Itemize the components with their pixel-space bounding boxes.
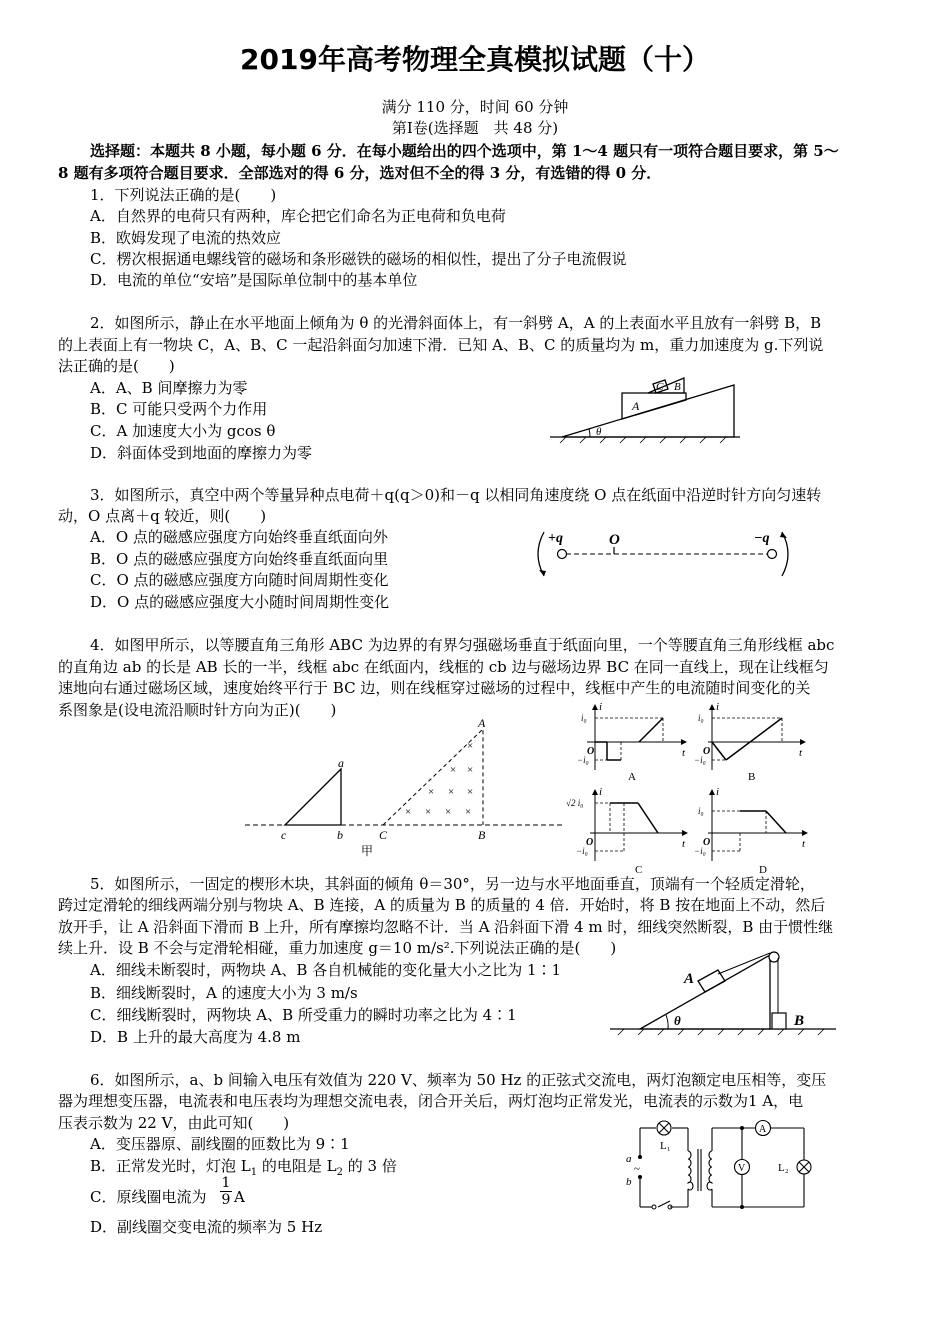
q6-terminal-b: b	[626, 1176, 632, 1188]
q4-field-mark: ×	[425, 806, 432, 818]
graph-a-t-axis: t	[682, 747, 686, 759]
q6-fraction-denominator: 9	[221, 1192, 231, 1208]
q4-stem-4: 系图象是(设电流沿顺时针方向为正)( )	[58, 701, 337, 719]
exam-info: 满分 110 分，时间 60 分钟	[381, 98, 569, 116]
q6-option-c-fraction	[220, 1175, 232, 1208]
graph-b-i-axis: i	[716, 701, 720, 713]
q6-option-b-part3: 的 3 倍	[343, 1157, 397, 1175]
q2-option-a: A．A、B 间摩擦力为零	[90, 379, 248, 397]
q3-option-a: A．O 点的磁感应强度方向始终垂直纸面向外	[90, 528, 388, 546]
q5-option-b: B．细线断裂时，A 的速度大小为 3 m/s	[90, 984, 358, 1002]
q6-terminal-a: a	[626, 1153, 632, 1165]
q2-label-c: C	[656, 381, 664, 393]
q2-label-b: B	[674, 381, 681, 393]
q2-option-b: B．C 可能只受两个力作用	[90, 400, 268, 418]
q4-label-a: a	[338, 756, 344, 770]
q3-stem-2: 动，O 点离＋q 较近，则( )	[58, 507, 267, 525]
q6-voltmeter-label: V	[738, 1163, 746, 1174]
q5-option-a: A．细线未断裂时，两物块 A、B 各自机械能的变化量大小之比为 1∶1	[90, 961, 562, 979]
q5-stem-1: 5．如图所示，一固定的楔形木块，其斜面的倾角 θ＝30°，另一边与水平地面垂直，顶端有一个轻质定滑轮，	[90, 875, 815, 893]
q5-wedge-figure	[610, 945, 840, 1035]
q4-field-mark: ×	[467, 740, 474, 752]
q6-lamp-l2: L₂	[778, 1162, 789, 1174]
q4-graph-a	[565, 700, 695, 785]
q2-label-theta: θ	[596, 426, 602, 438]
q6-option-c-part1: C．原线圈电流为	[90, 1188, 207, 1206]
q3-option-b: B．O 点的磁感应强度方向始终垂直纸面向里	[90, 550, 389, 568]
q6-stem-3: 压表示数为 22 V，由此可知( )	[58, 1114, 290, 1132]
graph-c-t-axis: t	[682, 838, 686, 850]
q6-option-a: A．变压器原、副线圈的匝数比为 9∶1	[90, 1135, 350, 1153]
q3-charges-figure	[530, 520, 800, 585]
graph-c-sqrt2-i0: √2 i₀	[566, 798, 584, 808]
q5-option-d: D．B 上升的最大高度为 4.8 m	[90, 1028, 301, 1046]
q5-label-b: B	[794, 1013, 805, 1029]
q1-stem: 1．下列说法正确的是( )	[90, 186, 277, 204]
q4-field-mark: ×	[405, 806, 412, 818]
graph-b-label: B	[748, 771, 756, 783]
q4-label-A: A	[478, 716, 486, 730]
q4-field-mark: ×	[428, 786, 435, 798]
q3-label-minus-q: −q	[754, 531, 770, 546]
graph-d-t-axis: t	[802, 838, 806, 850]
q3-label-plus-q: +q	[548, 531, 563, 546]
q6-option-b-part2: 的电阻是 L	[257, 1157, 337, 1175]
graph-d-i0: i₀	[698, 806, 704, 816]
q4-graph-d	[686, 785, 821, 877]
q2-stem-2: 的上表面上有一物块 C，A、B、C 一起沿斜面匀加速下滑．已知 A、B、C 的质量均为 m，重力加速度为 g.下列说	[58, 336, 824, 354]
q3-option-c: C．O 点的磁感应强度方向随时间周期性变化	[90, 571, 389, 589]
graph-b-origin: O	[703, 746, 711, 757]
q5-stem-3: 放开手，让 A 沿斜面下滑而 B 上升，所有摩擦均忽略不计．当 A 沿斜面下滑 4 m 时，细线突然断裂，B 由于惯性继	[58, 918, 834, 936]
q2-option-c: C．A 加速度大小为 gcos θ	[90, 422, 276, 440]
graph-a-i-axis: i	[599, 701, 603, 713]
q1-option-a: A．自然界的电荷只有两种，库仑把它们命名为正电荷和负电荷	[90, 207, 506, 225]
q2-incline-figure	[550, 365, 750, 445]
q6-option-c	[90, 1187, 206, 1207]
graph-a-neg-i0: −i₀	[577, 755, 589, 765]
graph-b-neg-i0: −i₀	[694, 755, 706, 765]
page-title: 2019年高考物理全真模拟试题（十）	[240, 43, 710, 76]
q6-option-d: D．副线圈交变电流的频率为 5 Hz	[90, 1218, 323, 1236]
q6-option-b-part1: B．正常发光时，灯泡 L	[90, 1157, 251, 1175]
q5-label-a: A	[684, 971, 695, 987]
q6-stem-1: 6．如图所示，a、b 间输入电压有效值为 220 V、频率为 50 Hz 的正弦式交流电，两灯泡额定电压相等，变压	[90, 1071, 827, 1089]
q6-lamp-l1: L₁	[660, 1140, 671, 1152]
instructions-line-2: 8 题有多项符合题目要求．全部选对的得 6 分，选对但不全的得 3 分，有选错的得 0 分．	[58, 164, 662, 182]
q4-label-B: B	[478, 828, 486, 842]
graph-b-t-axis: t	[799, 747, 803, 759]
q5-stem-4: 续上升．设 B 不会与定滑轮相碰，重力加速度 g＝10 m/s².下列说法正确的是( )	[58, 939, 617, 957]
graph-a-origin: O	[587, 746, 595, 757]
graph-b-i0: i₀	[698, 713, 704, 723]
q6-option-b-sub1: 1	[250, 1167, 258, 1178]
instructions-line-1: 选择题：本题共 8 小题，每小题 6 分．在每小题给出的四个选项中，第 1～4 题只有一项符合题目要求，第 5～	[90, 142, 839, 160]
q2-stem-1: 2．如图所示，静止在水平地面上倾角为 θ 的光滑斜面体上，有一斜劈 A，A 的上表面水平且放有一斜劈 B，B	[90, 314, 822, 332]
section-heading: 第Ⅰ卷(选择题 共 48 分)	[391, 119, 559, 137]
q6-option-b-sub2: 2	[336, 1167, 344, 1178]
q4-field-mark: ×	[445, 806, 452, 818]
q6-circuit-figure	[618, 1115, 818, 1220]
q5-option-c: C．细线断裂时，两物块 A、B 所受重力的瞬时功率之比为 4∶1	[90, 1006, 517, 1024]
q5-label-theta: θ	[674, 1013, 681, 1028]
graph-a-i0: i₀	[581, 713, 587, 723]
graph-d-i-axis: i	[716, 786, 720, 798]
q4-stem-1: 4．如图甲所示，以等腰直角三角形 ABC 为边界的有界匀强磁场垂直于纸面向里，一个等腰直角三角形线框 abc	[90, 636, 835, 654]
graph-c-i-axis: i	[599, 786, 603, 798]
q6-option-b	[90, 1156, 397, 1183]
graph-c-label: C	[635, 864, 643, 876]
q4-field-figure	[245, 715, 565, 860]
q4-field-mark: ×	[467, 764, 474, 776]
q6-ammeter-label: A	[759, 1124, 767, 1135]
graph-d-origin: O	[703, 837, 711, 848]
q5-stem-2: 跨过定滑轮的细线两端分别与物块 A、B 连接，A 的质量为 B 的质量的 4 倍．开始时，将 B 按在地面上不动，然后	[58, 896, 826, 914]
q2-option-d: D．斜面体受到地面的摩擦力为零	[90, 444, 313, 462]
graph-d-label: D	[759, 864, 767, 876]
q4-field-mark: ×	[467, 786, 474, 798]
q4-stem-3: 速地向右通过磁场区域，速度始终平行于 BC 边，则在线框穿过磁场的过程中，线框中产生的电流随时间变化的关	[58, 679, 811, 697]
q4-stem-2: 的直角边 ab 的长是 AB 长的一半，线框 abc 在纸面内，线框的 cb 边与磁场边界 BC 在同一直线上，现在让线框匀	[58, 658, 829, 676]
q3-label-o: O	[609, 532, 620, 548]
q4-label-C: C	[379, 828, 388, 842]
graph-c-neg-i0: −i₀	[576, 846, 588, 856]
q1-option-b: B．欧姆发现了电流的热效应	[90, 229, 282, 247]
q4-label-c: c	[281, 828, 287, 842]
q3-stem-1: 3．如图所示，真空中两个等量异种点电荷＋q(q＞0)和－q 以相同角速度绕 O 点在纸面中沿逆时针方向匀速转	[90, 486, 822, 504]
q1-option-c: C．楞次根据通电螺线管的磁场和条形磁铁的磁场的相似性，提出了分子电流假说	[90, 250, 627, 268]
graph-d-neg-i0: −i₀	[694, 846, 706, 856]
q4-field-mark: ×	[450, 764, 457, 776]
q1-option-d: D．电流的单位“安培”是国际单位制中的基本单位	[90, 271, 418, 289]
q4-field-mark: ×	[448, 786, 455, 798]
q2-stem-3: 法正确的是( )	[58, 357, 175, 375]
graph-a-label: A	[628, 771, 636, 783]
q2-label-a: A	[632, 399, 640, 413]
q6-option-c-unit: A	[234, 1188, 245, 1206]
q6-stem-2: 器为理想变压器，电流表和电压表均为理想交流电表，闭合开关后，两灯泡均正常发光，电流表的示数为1 A，电	[58, 1092, 804, 1110]
q4-label-b: b	[337, 828, 343, 842]
graph-c-origin: O	[586, 837, 594, 848]
q4-fig-caption: 甲	[361, 844, 374, 858]
q4-graph-c	[562, 785, 697, 877]
q6-ac-symbol: ~	[634, 1163, 640, 1175]
q4-graph-b	[686, 700, 816, 785]
q3-option-d: D．O 点的磁感应强度大小随时间周期性变化	[90, 593, 390, 611]
q6-fraction-numerator: 1	[221, 1175, 231, 1191]
q4-field-mark: ×	[465, 806, 472, 818]
